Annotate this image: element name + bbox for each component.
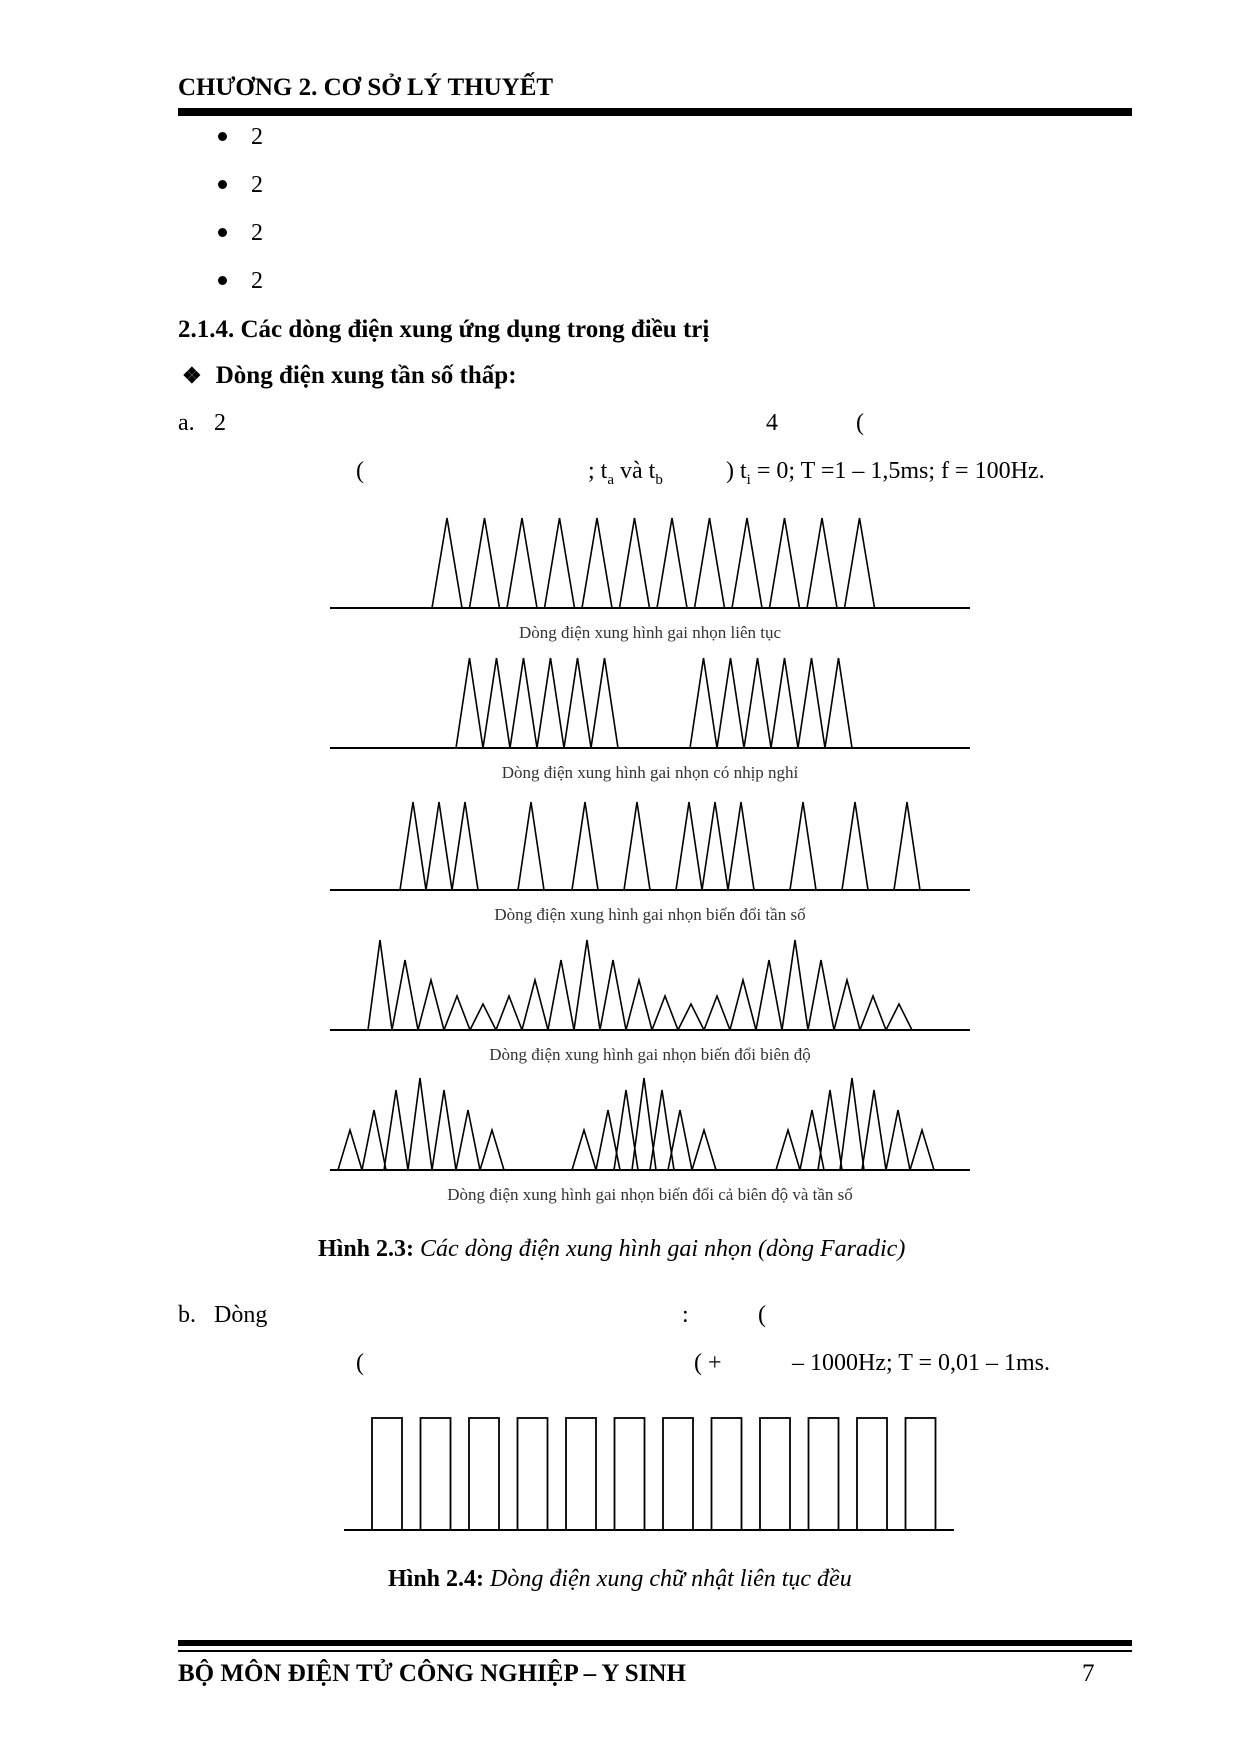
spike-pulse xyxy=(456,1110,480,1170)
spike-pulse xyxy=(444,996,470,1030)
bullet-dot-icon xyxy=(218,228,227,237)
spike-pulse xyxy=(756,960,782,1030)
para-a-marker: a. xyxy=(178,410,195,436)
spike-pulse xyxy=(776,1130,800,1170)
spike-pulse xyxy=(392,960,418,1030)
spike-pulse xyxy=(545,518,575,608)
spike-pulse xyxy=(510,658,537,748)
spike-pulse xyxy=(860,996,886,1030)
rectangular-pulse xyxy=(566,1418,596,1530)
waveform-label: Dòng điện xung hình gai nhọn biến đổi tần số xyxy=(494,905,806,924)
footer-department: BỘ MÔN ĐIỆN TỬ CÔNG NGHIỆP – Y SINH xyxy=(178,1660,686,1687)
para-b-colon: : xyxy=(682,1302,689,1328)
spike-pulse xyxy=(362,1110,386,1170)
spike-pulse xyxy=(692,1130,716,1170)
spike-pulse xyxy=(496,996,522,1030)
para-a-text-mid: 4 xyxy=(766,410,778,436)
bullet-dot-icon xyxy=(218,180,227,189)
spike-pulse xyxy=(620,518,650,608)
spike-pulse xyxy=(808,960,834,1030)
spike-pulse xyxy=(408,1078,432,1170)
spike-pulse xyxy=(452,802,478,890)
spike-pulse xyxy=(782,940,808,1030)
rectangular-pulse xyxy=(518,1418,548,1530)
spike-pulse xyxy=(456,658,483,748)
spike-pulse xyxy=(418,980,444,1030)
para-a-line2-rest: ) $t_i = 0$; T =1 – 1,5ms; f = 100Hz. xyxy=(726,458,1045,488)
bullet-item: 2 xyxy=(218,124,263,151)
spike-pulse xyxy=(825,658,852,748)
para-b-text-start: Dòng xyxy=(214,1302,268,1328)
spike-pulse xyxy=(564,658,591,748)
spike-pulse xyxy=(426,802,452,890)
para-b-paren: ( xyxy=(758,1302,766,1328)
diamond-bullet-icon: ❖ xyxy=(182,363,202,388)
spike-pulse xyxy=(690,658,717,748)
para-b-line2-rest: – 1000Hz; T = 0,01 – 1ms. xyxy=(792,1350,1050,1376)
rectangular-pulse xyxy=(760,1418,790,1530)
figure-2-4-caption: Hình 2.4: Dòng điện xung chữ nhật liên tục đều xyxy=(388,1566,852,1592)
spike-pulse xyxy=(548,960,574,1030)
spike-pulse xyxy=(572,802,598,890)
spike-pulse xyxy=(470,1004,496,1030)
rectangular-pulse xyxy=(857,1418,887,1530)
spike-pulse xyxy=(432,518,462,608)
spike-pulse xyxy=(582,518,612,608)
spike-pulse xyxy=(626,980,652,1030)
spike-pulse xyxy=(807,518,837,608)
footer-rule-thin xyxy=(178,1650,1132,1652)
para-b-line2-paren: ( xyxy=(356,1350,364,1376)
bullet-item: 2 xyxy=(218,268,263,295)
spike-pulse xyxy=(652,996,678,1030)
waveform-label: Dòng điện xung hình gai nhọn có nhịp nghỉ xyxy=(501,763,799,782)
rectangular-pulse xyxy=(809,1418,839,1530)
spike-pulse xyxy=(537,658,564,748)
spike-pulse xyxy=(717,658,744,748)
spike-pulse xyxy=(518,802,544,890)
spike-pulse xyxy=(840,1078,864,1170)
rectangular-pulse xyxy=(615,1418,645,1530)
spike-pulse xyxy=(483,658,510,748)
section-heading: 2.1.4. Các dòng điện xung ứng dụng trong điều trị xyxy=(178,316,710,343)
spike-pulse xyxy=(790,802,816,890)
para-a-text-start: 2 xyxy=(214,410,226,436)
spike-pulse xyxy=(894,802,920,890)
rectangular-pulse xyxy=(421,1418,451,1530)
spike-pulse xyxy=(432,1090,456,1170)
spike-pulse xyxy=(834,980,860,1030)
spike-pulse xyxy=(732,518,762,608)
bullet-item: 2 xyxy=(218,220,263,247)
spike-pulse xyxy=(695,518,725,608)
spike-pulse xyxy=(845,518,875,608)
figure-2-3 xyxy=(0,500,1240,1260)
chapter-header: CHƯƠNG 2. CƠ SỞ LÝ THUYẾT xyxy=(178,74,554,101)
spike-pulse xyxy=(668,1110,692,1170)
waveform-label: Dòng điện xung hình gai nhọn biến đổi cả biên độ và tần số xyxy=(447,1185,853,1204)
footer-rule-thick xyxy=(178,1640,1132,1646)
subheading: ❖ Dòng điện xung tần số thấp: xyxy=(182,362,517,389)
rectangular-pulse xyxy=(712,1418,742,1530)
spike-pulse xyxy=(798,658,825,748)
spike-pulse xyxy=(574,940,600,1030)
spike-pulse xyxy=(910,1130,934,1170)
spike-pulse xyxy=(770,518,800,608)
spike-pulse xyxy=(702,802,728,890)
spike-pulse xyxy=(771,658,798,748)
spike-pulse xyxy=(676,802,702,890)
para-b-marker: b. xyxy=(178,1302,196,1328)
bullet-dot-icon xyxy=(218,276,227,285)
spike-pulse xyxy=(678,1004,704,1030)
spike-pulse xyxy=(470,518,500,608)
spike-pulse xyxy=(338,1130,362,1170)
figure-2-3-caption: Hình 2.3: Các dòng điện xung hình gai nhọn (dòng Faradic) xyxy=(318,1236,906,1262)
spike-pulse xyxy=(591,658,618,748)
spike-pulse xyxy=(600,960,626,1030)
bullet-item: 2 xyxy=(218,172,263,199)
spike-pulse xyxy=(624,802,650,890)
spike-pulse xyxy=(572,1130,596,1170)
spike-pulse xyxy=(744,658,771,748)
spike-pulse xyxy=(480,1130,504,1170)
spike-pulse xyxy=(862,1090,886,1170)
spike-pulse xyxy=(842,802,868,890)
rectangular-pulse xyxy=(906,1418,936,1530)
figure-2-4 xyxy=(0,1400,1240,1550)
bullet-dot-icon xyxy=(218,132,227,141)
rectangular-pulse xyxy=(663,1418,693,1530)
rectangular-pulse xyxy=(469,1418,499,1530)
header-rule xyxy=(178,108,1132,116)
para-a-line2-paren: ( xyxy=(356,458,364,484)
spike-pulse xyxy=(657,518,687,608)
spike-pulse xyxy=(730,980,756,1030)
spike-pulse xyxy=(800,1110,824,1170)
spike-pulse xyxy=(507,518,537,608)
waveform-label: Dòng điện xung hình gai nhọn liên tục xyxy=(518,623,782,642)
spike-pulse xyxy=(368,940,392,1030)
spike-pulse xyxy=(596,1110,620,1170)
para-a-paren: ( xyxy=(856,410,864,436)
spike-pulse xyxy=(400,802,426,890)
para-a-line2: ; $t_a$ và $t_b$ xyxy=(588,458,663,488)
spike-pulse xyxy=(886,1004,912,1030)
spike-pulse xyxy=(728,802,754,890)
page-number: 7 xyxy=(1082,1660,1095,1687)
waveform-label: Dòng điện xung hình gai nhọn biến đổi biên độ xyxy=(489,1045,811,1064)
spike-pulse xyxy=(886,1110,910,1170)
para-b-line2-paren2: ( + xyxy=(694,1350,722,1376)
spike-pulse xyxy=(704,996,730,1030)
spike-pulse xyxy=(384,1090,408,1170)
spike-pulse xyxy=(522,980,548,1030)
rectangular-pulse xyxy=(372,1418,402,1530)
